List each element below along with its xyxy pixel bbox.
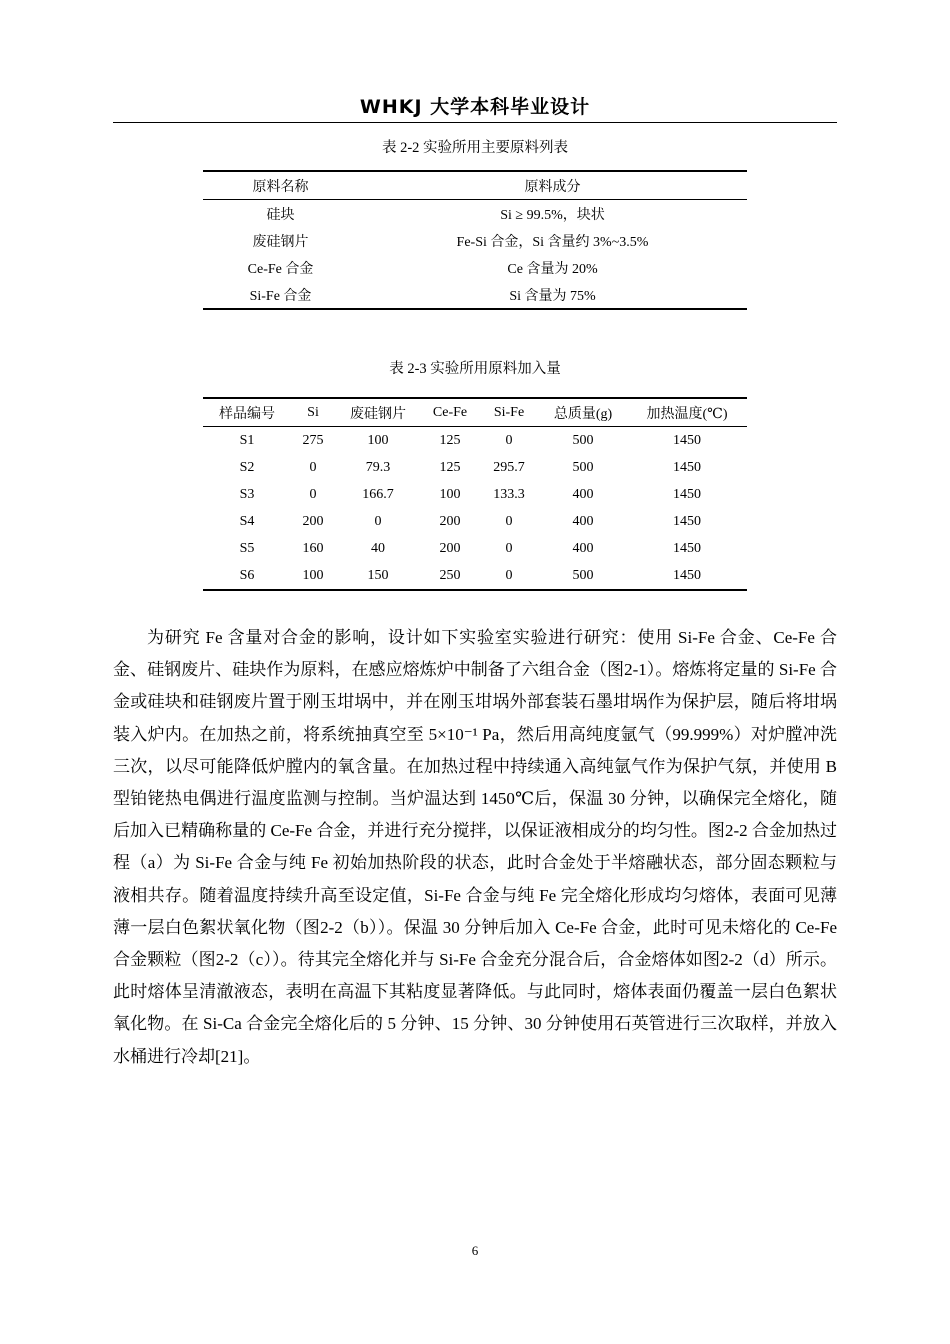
table-caption: 表 2-3 实验所用原料加入量	[389, 361, 561, 377]
table-cell: 250	[439, 567, 461, 583]
table-header-row	[203, 398, 747, 427]
table-row	[203, 508, 747, 535]
table-cell: 100	[439, 486, 461, 502]
table-cell: 500	[572, 459, 594, 475]
table-cell: 0	[505, 513, 513, 529]
table-cell: 废硅钢片	[252, 234, 309, 250]
table-cell: 1450	[673, 432, 701, 448]
table-cell: Si-Fe 合金	[249, 288, 312, 304]
table-cell: 1450	[673, 540, 701, 556]
column-header: 总质量(g)	[539, 398, 627, 427]
table-cell: 133.3	[493, 486, 525, 502]
table-cell: S2	[239, 459, 255, 475]
column-header: 原料名称	[203, 171, 358, 200]
table-row	[203, 200, 747, 228]
body-paragraph: 为研究 Fe 含量对合金的影响，设计如下实验室实验进行研究：使用 Si-Fe 合金、Ce-Fe 合金、硅钢废片、硅块作为原料，在感应熔炼炉中制备了六组合金（图2-1）。熔炼将定量的 Si-Fe 合金或硅块和硅钢废片置于刚玉坩埚中，并在刚玉坩埚外部套装石墨坩埚作为保护层，随后将坩埚装入炉内。在加热之前，将系统抽真空至 5×10⁻¹ Pa，然后用高纯度氩气（99.999%）对炉膛冲洗三次，以尽可能降低炉膛内的氧含量。在加热过程中持续通入高纯氩气作为保护气氛，并使用 B 型铂铑热电偶进行温度监测与控制。当炉温达到 1450℃后，保温 30 分钟，以确保完全熔化，随后加入已精确称量的 Ce-Fe 合金，并进行充分搅拌，以保证液相成分的均匀性。图2-2 合金加热过程（a）为 Si-Fe 合金与纯 Fe 初始加热阶段的状态，此时合金处于半熔融状态，部分固态颗粒与液相共存。随着温度持续升高至设定值，Si-Fe 合金与纯 Fe 完全熔化形成均匀熔体，表面可见薄薄一层白色絮状氧化物（图2-2（b））。保温 30 分钟后加入 Ce-Fe 合金，此时可见未熔化的 Ce-Fe 合金颗粒（图2-2（c））。待其完全熔化并与 Si-Fe 合金充分混合后，合金熔体如图2-2（d）所示。此时熔体呈清澈液态，表明在高温下其粘度显著降低。与此同时，熔体表面仍覆盖一层白色絮状氧化物。在 Si-Ca 合金完全熔化后的 5 分钟、15 分钟、30 分钟使用石英管进行三次取样，并放入水桶进行冷却[21]。	[113, 628, 837, 1066]
table-cell: 1450	[673, 513, 701, 529]
table-cell: 500	[572, 567, 594, 583]
table-header-row	[203, 171, 747, 200]
table-cell: 200	[439, 513, 461, 529]
table-cell: Ce-Fe 合金	[247, 261, 314, 277]
material-amounts-table	[203, 397, 747, 591]
column-header: Ce-Fe	[421, 398, 479, 427]
column-header: Si-Fe	[479, 398, 539, 427]
table-cell: 166.7	[362, 486, 394, 502]
table-cell: 1450	[673, 567, 701, 583]
body-text	[113, 622, 837, 1073]
table-caption: 表 2-2 实验所用主要原料列表	[381, 140, 569, 156]
table-cell: 150	[367, 567, 389, 583]
table-cell: 40	[371, 540, 385, 556]
table-cell: Fe-Si 合金，Si 含量约 3%~3.5%	[456, 234, 649, 250]
table-cell: 1450	[673, 486, 701, 502]
table-cell: 400	[572, 540, 594, 556]
table-row	[203, 254, 747, 281]
table-cell: Ce 含量为 20%	[507, 261, 598, 277]
table-cell: 125	[439, 459, 461, 475]
column-header: 加热温度(℃)	[627, 398, 747, 427]
table-row	[203, 227, 747, 254]
table-cell: 400	[572, 486, 594, 502]
table-cell: 1450	[673, 459, 701, 475]
raw-materials-table	[203, 170, 747, 310]
table-cell: S5	[239, 540, 255, 556]
running-header-title: WHKJ 大学本科毕业设计	[359, 96, 591, 118]
table-cell: 400	[572, 513, 594, 529]
header-divider	[113, 122, 837, 123]
table-cell: 275	[302, 432, 324, 448]
table-row	[203, 562, 747, 590]
table-cell: 160	[302, 540, 324, 556]
table-cell: 0	[374, 513, 382, 529]
table-cell: 200	[439, 540, 461, 556]
table-row	[203, 454, 747, 481]
table-cell: 500	[572, 432, 594, 448]
table-row	[203, 281, 747, 309]
table-cell: 200	[302, 513, 324, 529]
column-header: 样品编号	[203, 398, 291, 427]
table-cell: S3	[239, 486, 255, 502]
page-number: 6	[471, 1243, 479, 1258]
table-cell: S1	[239, 432, 255, 448]
table-row	[203, 427, 747, 455]
table-cell: 0	[309, 459, 317, 475]
table-cell: 0	[505, 540, 513, 556]
column-header: 废硅钢片	[335, 398, 421, 427]
table-cell: 125	[439, 432, 461, 448]
table-cell: S4	[239, 513, 255, 529]
table-cell: 295.7	[493, 459, 525, 475]
table-cell: 硅块	[266, 207, 295, 223]
table-row	[203, 481, 747, 508]
table-cell: 0	[505, 567, 513, 583]
table-row	[203, 535, 747, 562]
table-cell: Si ≥ 99.5%，块状	[500, 207, 605, 223]
table-cell: Si 含量为 75%	[509, 288, 596, 304]
table-cell: 0	[505, 432, 513, 448]
table-cell: S6	[239, 567, 255, 583]
table-cell: 100	[367, 432, 389, 448]
column-header: 原料成分	[358, 171, 747, 200]
table-cell: 100	[302, 567, 324, 583]
column-header: Si	[291, 398, 335, 427]
table-cell: 79.3	[365, 459, 391, 475]
table-cell: 0	[309, 486, 317, 502]
